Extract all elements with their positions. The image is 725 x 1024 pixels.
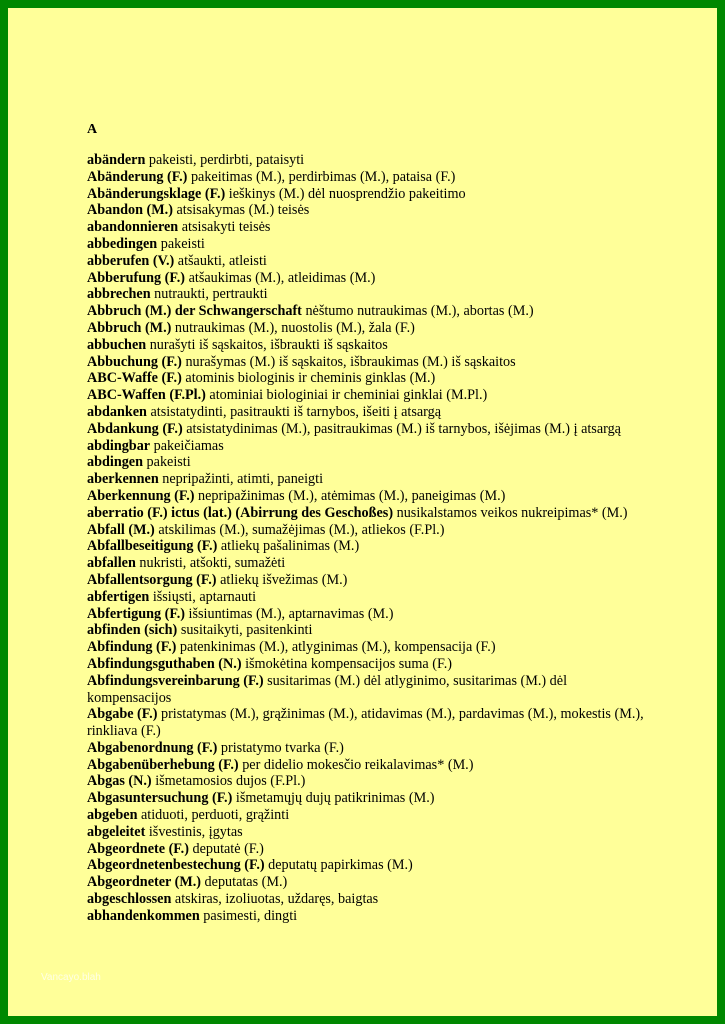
dictionary-entry: [87, 270, 647, 287]
document-page: [8, 8, 717, 1016]
dictionary-entry: [87, 757, 647, 774]
dictionary-entry: [87, 152, 647, 169]
entry-term: Abbruch (M.): [87, 319, 172, 336]
entry-term: abhandenkommen: [87, 907, 200, 924]
entry-term: Abberufung (F.): [87, 269, 186, 286]
entry-term: ABC-Waffe (F.): [87, 370, 182, 387]
entry-definition: atsistatydinimas (M.), pasitraukimas (M.) iš tarnybos, išėjimas (M.) į atsargą: [186, 420, 621, 437]
dictionary-entry: [87, 538, 647, 555]
dictionary-entry: [87, 438, 647, 455]
dictionary-entry: [87, 807, 647, 824]
entry-definition: išmetamosios dujos (F.Pl.): [155, 773, 306, 790]
entry-definition: patenkinimas (M.), atlyginimas (M.), kompensacija (F.): [179, 639, 496, 656]
entry-definition: pakeitimas (M.), perdirbimas (M.), pataisa (F.): [190, 168, 456, 185]
entry-definition: išsiuntimas (M.), aptarnavimas (M.): [188, 605, 394, 622]
entry-term: Aberkennung (F.): [87, 487, 195, 504]
entry-definition: nurašyti iš sąskaitos, išbraukti iš sąskaitos: [149, 336, 388, 353]
entry-definition: nusikalstamos veikos nukreipimas* (M.): [396, 504, 628, 521]
dictionary-entry: [87, 169, 647, 186]
entry-term: Abandon (M.): [87, 202, 173, 219]
dictionary-entry: [87, 841, 647, 858]
entry-definition: atsistatydinti, pasitraukti iš tarnybos, išeiti į atsargą: [150, 403, 442, 420]
entry-definition: atominis biologinis ir cheminis ginklas (M.): [185, 370, 436, 387]
entry-definition: išvestinis, įgytas: [148, 823, 243, 840]
entry-definition: atominiai biologiniai ir cheminiai ginklai (M.Pl.): [209, 387, 488, 404]
dictionary-entry: [87, 404, 647, 421]
dictionary-entry: [87, 337, 647, 354]
entry-term: Abgas (N.): [87, 773, 152, 790]
entry-term: Abgabe (F.): [87, 706, 158, 723]
dictionary-entry: [87, 891, 647, 908]
dictionary-entry: [87, 622, 647, 639]
dictionary-entry: [87, 354, 647, 371]
entry-term: Abgeordneter (M.): [87, 874, 201, 891]
entry-definition: pakeičiamas: [153, 437, 224, 454]
entry-definition: atskiras, izoliuotas, uždaręs, baigtas: [174, 891, 379, 908]
entry-definition: deputatė (F.): [192, 840, 264, 857]
entry-term: Abfindungsguthaben (N.): [87, 655, 242, 672]
dictionary-entry-list: [87, 152, 647, 925]
entry-term: Abbuchung (F.): [87, 353, 182, 370]
entry-term: Abgasuntersuchung (F.): [87, 790, 233, 807]
entry-term: abbuchen: [87, 336, 147, 353]
entry-definition: deputatų papirkimas (M.): [268, 857, 413, 874]
entry-term: aberratio (F.) ictus (lat.) (Abirrung des Geschoßes): [87, 504, 394, 521]
dictionary-entry: [87, 706, 647, 740]
entry-term: ABC-Waffen (F.Pl.): [87, 387, 206, 404]
entry-definition: pakeisti: [146, 454, 191, 471]
entry-definition: atsisakymas (M.) teisės: [176, 202, 310, 219]
entry-definition: nurašymas (M.) iš sąskaitos, išbraukimas (M.) iš sąskaitos: [185, 353, 516, 370]
entry-definition: atskilimas (M.), sumažėjimas (M.), atliekos (F.Pl.): [158, 521, 445, 538]
entry-term: abgeleitet: [87, 823, 146, 840]
dictionary-entry: [87, 555, 647, 572]
entry-term: abdingen: [87, 454, 143, 471]
dictionary-entry: [87, 253, 647, 270]
dictionary-entry: [87, 236, 647, 253]
entry-term: abgeben: [87, 807, 138, 824]
dictionary-entry: [87, 824, 647, 841]
entry-term: abdanken: [87, 403, 147, 420]
entry-definition: atliekų pašalinimas (M.): [220, 538, 360, 555]
section-letter-heading: A: [87, 122, 98, 137]
entry-definition: išmetamųjų dujų patikrinimas (M.): [235, 790, 435, 807]
dictionary-entry: [87, 656, 647, 673]
entry-definition: pakeisti, perdirbti, pataisyti: [148, 152, 305, 168]
entry-term: aberkennen: [87, 471, 159, 488]
entry-term: abändern: [87, 152, 146, 168]
entry-term: Abfindungsvereinbarung (F.): [87, 672, 264, 689]
entry-term: abbrechen: [87, 286, 151, 303]
entry-definition: atiduoti, perduoti, grąžinti: [141, 807, 290, 824]
dictionary-entry: [87, 606, 647, 623]
entry-definition: per didelio mokesčio reikalavimas* (M.): [242, 756, 474, 773]
entry-term: Abfallentsorgung (F.): [87, 571, 217, 588]
entry-definition: atšaukimas (M.), atleidimas (M.): [188, 269, 376, 286]
entry-term: Abänderung (F.): [87, 168, 188, 185]
dictionary-entry: [87, 421, 647, 438]
entry-definition: pristatymas (M.), grąžinimas (M.), atidavimas (M.), pardavimas (M.), mokestis (M.), rinkliava (F.): [87, 706, 644, 740]
entry-definition: nepripažinimas (M.), atėmimas (M.), paneigimas (M.): [198, 487, 506, 504]
entry-definition: atliekų išvežimas (M.): [220, 571, 348, 588]
dictionary-entry: [87, 286, 647, 303]
entry-term: Abfertigung (F.): [87, 605, 185, 622]
entry-definition: susitarimas (M.) dėl atlyginimo, susitarimas (M.) dėl kompensacijos: [87, 672, 568, 706]
entry-term: Abfallbeseitigung (F.): [87, 538, 218, 555]
dictionary-entry: [87, 454, 647, 471]
entry-term: abfertigen: [87, 588, 150, 605]
dictionary-entry: [87, 857, 647, 874]
entry-term: Abgeordnetenbestechung (F.): [87, 857, 265, 874]
entry-term: abandonnieren: [87, 219, 179, 236]
dictionary-entry: [87, 320, 647, 337]
dictionary-entry: [87, 740, 647, 757]
entry-definition: išsiųsti, aptarnauti: [152, 588, 257, 605]
dictionary-entry: [87, 522, 647, 539]
dictionary-entry: [87, 773, 647, 790]
entry-definition: nėštumo nutraukimas (M.), abortas (M.): [305, 303, 534, 320]
entry-definition: deputatas (M.): [204, 874, 288, 891]
dictionary-entry: [87, 219, 647, 236]
dictionary-entry: [87, 488, 647, 505]
entry-definition: atsisakyti teisės: [181, 219, 271, 236]
entry-term: Abfindung (F.): [87, 639, 177, 656]
dictionary-entry: [87, 505, 647, 522]
entry-term: Abfall (M.): [87, 521, 155, 538]
entry-term: Abgeordnete (F.): [87, 840, 189, 857]
entry-term: Abgabenüberhebung (F.): [87, 756, 239, 773]
entry-definition: pasimesti, dingti: [203, 907, 298, 924]
entry-term: Abbruch (M.) der Schwangerschaft: [87, 303, 302, 320]
dictionary-entry: [87, 471, 647, 488]
entry-term: Abdankung (F.): [87, 420, 183, 437]
entry-definition: nepripažinti, atimti, paneigti: [162, 471, 324, 488]
dictionary-entry: [87, 186, 647, 203]
dictionary-entry: [87, 387, 647, 404]
dictionary-entry: [87, 202, 647, 219]
entry-term: abbedingen: [87, 235, 158, 252]
entry-term: abberufen (V.): [87, 252, 175, 269]
dictionary-entry: [87, 908, 647, 925]
watermark-text: Vancayo.blah: [41, 972, 101, 983]
entry-term: Abänderungsklage (F.): [87, 185, 226, 202]
entry-definition: nutraukimas (M.), nuostolis (M.), žala (F.): [174, 319, 415, 336]
dictionary-entry: [87, 874, 647, 891]
dictionary-entry: [87, 790, 647, 807]
entry-definition: pristatymo tvarka (F.): [220, 739, 344, 756]
entry-definition: susitaikyti, pasitenkinti: [180, 622, 313, 639]
entry-definition: ieškinys (M.) dėl nuosprendžio pakeitimo: [228, 185, 466, 202]
entry-definition: išmokėtina kompensacijos suma (F.): [245, 655, 453, 672]
entry-term: abgeschlossen: [87, 891, 172, 908]
entry-term: abdingbar: [87, 437, 151, 454]
dictionary-entry: [87, 572, 647, 589]
dictionary-entry: [87, 370, 647, 387]
entry-definition: nukristi, atšokti, sumažėti: [139, 555, 286, 572]
entry-definition: nutraukti, pertraukti: [154, 286, 268, 303]
entry-term: abfinden (sich): [87, 622, 178, 639]
dictionary-entry: [87, 303, 647, 320]
entry-term: Abgabenordnung (F.): [87, 739, 218, 756]
entry-definition: atšaukti, atleisti: [177, 252, 267, 269]
entry-definition: pakeisti: [160, 235, 205, 252]
dictionary-entry: [87, 673, 647, 707]
entry-term: abfallen: [87, 555, 136, 572]
dictionary-entry: [87, 589, 647, 606]
dictionary-entry: [87, 639, 647, 656]
